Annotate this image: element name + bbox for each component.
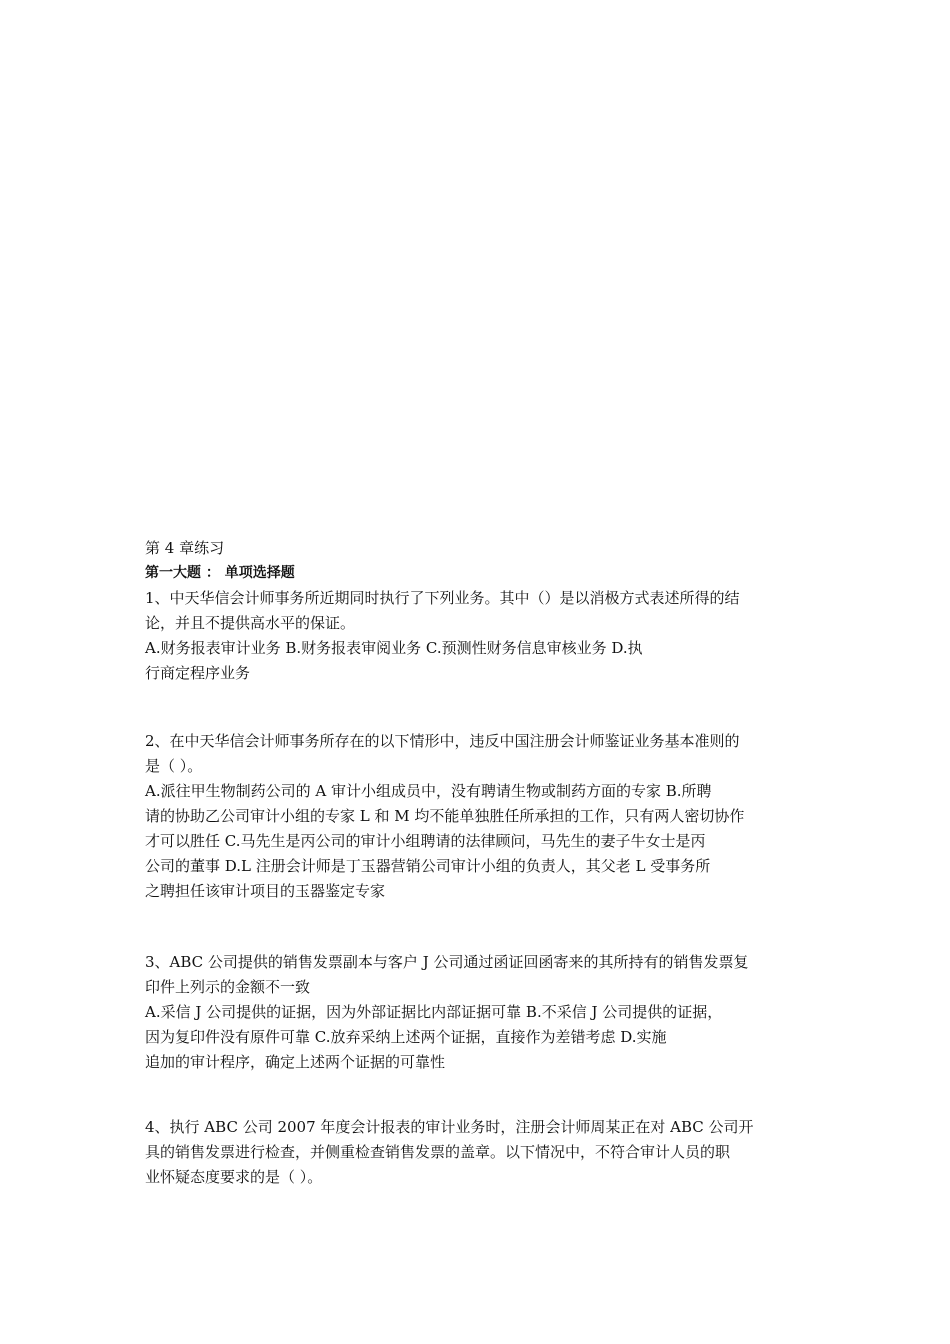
- question-line: 3、ABC 公司提供的销售发票副本与客户 J 公司通过函证回函寄来的其所持有的销售发票复: [145, 953, 749, 971]
- document-body: [145, 536, 812, 1190]
- chapter-title: 第 4 章练习: [145, 539, 225, 557]
- options-line: 追加的审计程序，确定上述两个证据的可靠性: [145, 1053, 446, 1071]
- options-line: 因为复印件没有原件可靠 C.放弃采纳上述两个证据，直接作为差错考虑 D.实施: [145, 1028, 667, 1046]
- options-line: 之聘担任该审计项目的玉器鉴定专家: [145, 882, 386, 900]
- options-line: A.派往甲生物制药公司的 A 审计小组成员中，没有聘请生物或制药方面的专家 B.所聘: [145, 782, 712, 800]
- question-line: 是（ ）。: [145, 757, 203, 775]
- question-line: 2、在中天华信会计师事务所存在的以下情形中，违反中国注册会计师鉴证业务基本准则的: [145, 732, 740, 750]
- options-line: 公司的董事 D.L 注册会计师是丁玉器营销公司审计小组的负责人，其父老 L 受事务所: [145, 857, 711, 875]
- question-line: 具的销售发票进行检查，并侧重检查销售发票的盖章。以下情况中，不符合审计人员的职: [145, 1143, 731, 1161]
- options-line: 请的协助乙公司审计小组的专家 L 和 M 均不能单独胜任所承担的工作，只有两人密切协作: [145, 807, 745, 825]
- question-line: 4、执行 ABC 公司 2007 年度会计报表的审计业务时，注册会计师周某正在对 ABC 公司开: [145, 1118, 754, 1136]
- question-line: 业怀疑态度要求的是（ ）。: [145, 1168, 323, 1186]
- options-line: 才可以胜任 C.马先生是丙公司的审计小组聘请的法律顾问，马先生的妻子牛女士是丙: [145, 832, 706, 850]
- options-line: 行商定程序业务: [145, 664, 251, 682]
- question-line: 论，并且不提供高水平的保证。: [145, 614, 356, 632]
- question-1: [145, 586, 812, 686]
- question-2: [145, 729, 812, 904]
- spacer: [145, 1075, 812, 1115]
- question-4: [145, 1115, 812, 1190]
- question-3: [145, 950, 812, 1075]
- section-heading: 第一大题 ： 单项选择题: [145, 565, 295, 581]
- options-line: A.财务报表审计业务 B.财务报表审阅业务 C.预测性财务信息审核业务 D.执: [145, 639, 643, 657]
- question-line: 印件上列示的金额不一致: [145, 978, 311, 996]
- options-line: A.采信 J 公司提供的证据，因为外部证据比内部证据可靠 B.不采信 J 公司提供的证据，: [145, 1003, 723, 1021]
- question-line: 1、中天华信会计师事务所近期同时执行了下列业务。其中（）是以消极方式表述所得的结: [145, 589, 740, 607]
- spacer: [145, 904, 812, 950]
- spacer: [145, 686, 812, 729]
